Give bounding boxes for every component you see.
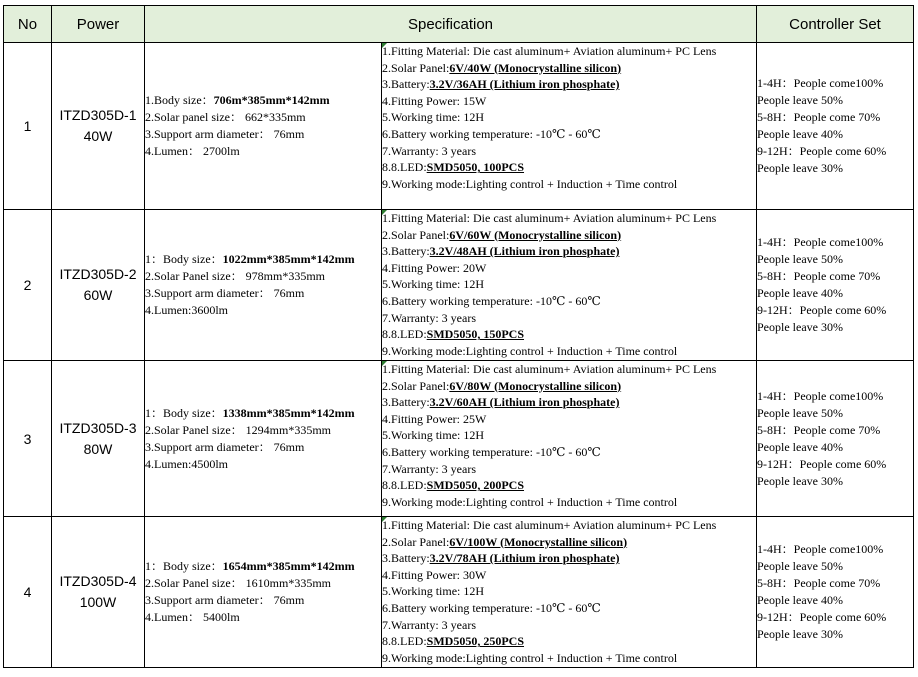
lumen: 4.Lumen： 5400lm bbox=[145, 610, 240, 624]
warranty: 7.Warranty: 3 years bbox=[382, 617, 476, 632]
controller-line: People leave 50% bbox=[757, 252, 843, 266]
fitting-power: 4.Fitting Power: 20W bbox=[382, 260, 487, 275]
specification-cell bbox=[382, 361, 757, 517]
support-arm-diameter: 3.Support arm diameter： 76mm bbox=[145, 286, 305, 300]
controller-line: 5-8H：People come 70% bbox=[757, 269, 881, 283]
working-time: 5.Working time: 12H bbox=[382, 110, 485, 125]
body-size: 1：Body size：1654mm*385mm*142mm bbox=[145, 559, 355, 573]
body-spec-cell bbox=[145, 361, 382, 517]
working-mode: 9.Working mode:Lighting control + Induction + Time control bbox=[382, 176, 678, 191]
lumen: 4.Lumen:3600lm bbox=[145, 303, 228, 317]
row-number: 1 bbox=[4, 43, 52, 210]
fitting-power: 4.Fitting Power: 25W bbox=[382, 411, 487, 426]
controller-cell bbox=[757, 361, 914, 517]
working-time: 5.Working time: 12H bbox=[382, 584, 485, 599]
wattage: 40W bbox=[83, 128, 113, 144]
lumen: 4.Lumen： 2700lm bbox=[145, 144, 240, 158]
solar-panel: 2.Solar Panel:6V/100W (Monocrystalline silicon) bbox=[382, 534, 628, 549]
controller-cell bbox=[757, 517, 914, 668]
power-cell bbox=[52, 43, 145, 210]
support-arm-diameter: 3.Support arm diameter： 76mm bbox=[145, 127, 305, 141]
support-arm-diameter: 3.Support arm diameter： 76mm bbox=[145, 593, 305, 607]
product-spec-table bbox=[3, 5, 914, 668]
body-size: 1：Body size：1022mm*385mm*142mm bbox=[145, 252, 355, 266]
fitting-material: 1.Fitting Material: Die cast aluminum+ Aviation aluminum+ PC Lens bbox=[382, 518, 717, 532]
controller-line: 1-4H：People come100% bbox=[757, 76, 884, 90]
model-name: ITZD305D-1 bbox=[59, 107, 137, 123]
fitting-material: 1.Fitting Material: Die cast aluminum+ Aviation aluminum+ PC Lens bbox=[382, 362, 717, 376]
working-mode: 9.Working mode:Lighting control + Induction + Time control bbox=[382, 494, 678, 509]
specification-cell bbox=[382, 43, 757, 210]
controller-line: 9-12H：People come 60% bbox=[757, 303, 887, 317]
comment-marker-icon bbox=[382, 517, 387, 522]
solar-panel: 2.Solar Panel:6V/80W (Monocrystalline silicon) bbox=[382, 378, 622, 393]
support-arm-diameter: 3.Support arm diameter： 76mm bbox=[145, 439, 305, 454]
battery-temperature: 6.Battery working temperature: -10℃ - 60℃ bbox=[382, 600, 601, 615]
controller-line: People leave 50% bbox=[757, 93, 843, 107]
body-spec-cell bbox=[145, 517, 382, 668]
power-cell bbox=[52, 361, 145, 517]
row-number: 3 bbox=[4, 361, 52, 517]
warranty: 7.Warranty: 3 years bbox=[382, 310, 476, 325]
solar-panel-size: 2.Solar Panel size： 978mm*335mm bbox=[145, 269, 325, 283]
solar-panel-size: 2.Solar panel size： 662*335mm bbox=[145, 110, 306, 124]
controller-line: 5-8H：People come 70% bbox=[757, 576, 881, 590]
controller-line: People leave 40% bbox=[757, 286, 843, 300]
battery-temperature: 6.Battery working temperature: -10℃ - 60℃ bbox=[382, 444, 601, 459]
table-row bbox=[4, 43, 914, 210]
working-time: 5.Working time: 12H bbox=[382, 428, 485, 443]
led: 8.8.LED:SMD5050, 150PCS bbox=[382, 327, 525, 342]
working-mode: 9.Working mode:Lighting control + Induction + Time control bbox=[382, 650, 678, 665]
led: 8.8.LED:SMD5050, 200PCS bbox=[382, 478, 525, 493]
wattage: 100W bbox=[79, 594, 117, 610]
body-size: 1.Body size：706m*385mm*142mm bbox=[145, 93, 330, 107]
specification-cell bbox=[382, 210, 757, 361]
controller-line: 1-4H：People come100% bbox=[757, 542, 884, 556]
comment-marker-icon bbox=[382, 43, 387, 48]
model-name: ITZD305D-3 bbox=[59, 419, 137, 436]
controller-line: 5-8H：People come 70% bbox=[757, 110, 881, 124]
table-row bbox=[4, 361, 914, 517]
header-controller-set: Controller Set bbox=[757, 6, 914, 43]
solar-panel: 2.Solar Panel:6V/60W (Monocrystalline silicon) bbox=[382, 227, 622, 242]
fitting-power: 4.Fitting Power: 30W bbox=[382, 567, 487, 582]
table-row bbox=[4, 210, 914, 361]
comment-marker-icon bbox=[382, 361, 387, 366]
specification-cell bbox=[382, 517, 757, 668]
controller-cell bbox=[757, 43, 914, 210]
model-name: ITZD305D-2 bbox=[59, 266, 137, 282]
solar-panel-size: 2.Solar Panel size： 1610mm*335mm bbox=[145, 576, 331, 590]
header-specification: Specification bbox=[145, 6, 757, 43]
battery: 3.Battery:3.2V/78AH (Lithium iron phosphate) bbox=[382, 551, 620, 566]
controller-line: People leave 30% bbox=[757, 161, 843, 175]
model-name: ITZD305D-4 bbox=[59, 573, 137, 589]
controller-line: People leave 50% bbox=[757, 405, 843, 420]
power-cell bbox=[52, 210, 145, 361]
controller-line: 9-12H：People come 60% bbox=[757, 144, 887, 158]
wattage: 60W bbox=[83, 287, 113, 303]
wattage: 80W bbox=[83, 440, 113, 457]
controller-line: 5-8H：People come 70% bbox=[757, 422, 881, 437]
controller-line: 9-12H：People come 60% bbox=[757, 610, 887, 624]
header-row bbox=[4, 6, 914, 43]
body-spec-cell bbox=[145, 210, 382, 361]
led: 8.8.LED:SMD5050, 100PCS bbox=[382, 160, 525, 175]
fitting-power: 4.Fitting Power: 15W bbox=[382, 93, 487, 108]
controller-line: 1-4H：People come100% bbox=[757, 388, 884, 403]
controller-line: People leave 30% bbox=[757, 627, 843, 641]
controller-line: People leave 40% bbox=[757, 127, 843, 141]
body-spec-cell bbox=[145, 43, 382, 210]
warranty: 7.Warranty: 3 years bbox=[382, 461, 476, 476]
battery: 3.Battery:3.2V/48AH (Lithium iron phosphate) bbox=[382, 244, 620, 259]
battery-temperature: 6.Battery working temperature: -10℃ - 60℃ bbox=[382, 126, 601, 141]
battery: 3.Battery:3.2V/60AH (Lithium iron phosphate) bbox=[382, 395, 620, 410]
controller-line: People leave 30% bbox=[757, 473, 843, 488]
power-cell bbox=[52, 517, 145, 668]
controller-line: 1-4H：People come100% bbox=[757, 235, 884, 249]
comment-marker-icon bbox=[382, 210, 387, 215]
solar-panel: 2.Solar Panel:6V/40W (Monocrystalline silicon) bbox=[382, 60, 622, 75]
working-time: 5.Working time: 12H bbox=[382, 277, 485, 292]
fitting-material: 1.Fitting Material: Die cast aluminum+ Aviation aluminum+ PC Lens bbox=[382, 211, 717, 225]
body-size: 1：Body size：1338mm*385mm*142mm bbox=[145, 405, 355, 420]
warranty: 7.Warranty: 3 years bbox=[382, 143, 476, 158]
row-number: 2 bbox=[4, 210, 52, 361]
controller-line: People leave 30% bbox=[757, 320, 843, 334]
fitting-material: 1.Fitting Material: Die cast aluminum+ Aviation aluminum+ PC Lens bbox=[382, 44, 717, 58]
solar-panel-size: 2.Solar Panel size： 1294mm*335mm bbox=[145, 422, 331, 437]
row-number: 4 bbox=[4, 517, 52, 668]
battery-temperature: 6.Battery working temperature: -10℃ - 60℃ bbox=[382, 293, 601, 308]
working-mode: 9.Working mode:Lighting control + Induction + Time control bbox=[382, 343, 678, 358]
lumen: 4.Lumen:4500lm bbox=[145, 456, 228, 471]
controller-line: People leave 40% bbox=[757, 593, 843, 607]
controller-line: 9-12H：People come 60% bbox=[757, 456, 887, 471]
controller-cell bbox=[757, 210, 914, 361]
battery: 3.Battery:3.2V/36AH (Lithium iron phosphate) bbox=[382, 77, 620, 92]
table-row bbox=[4, 517, 914, 668]
led: 8.8.LED:SMD5050, 250PCS bbox=[382, 634, 525, 649]
header-power: Power bbox=[52, 6, 145, 43]
header-no: No bbox=[4, 6, 52, 43]
controller-line: People leave 50% bbox=[757, 559, 843, 573]
controller-line: People leave 40% bbox=[757, 439, 843, 454]
